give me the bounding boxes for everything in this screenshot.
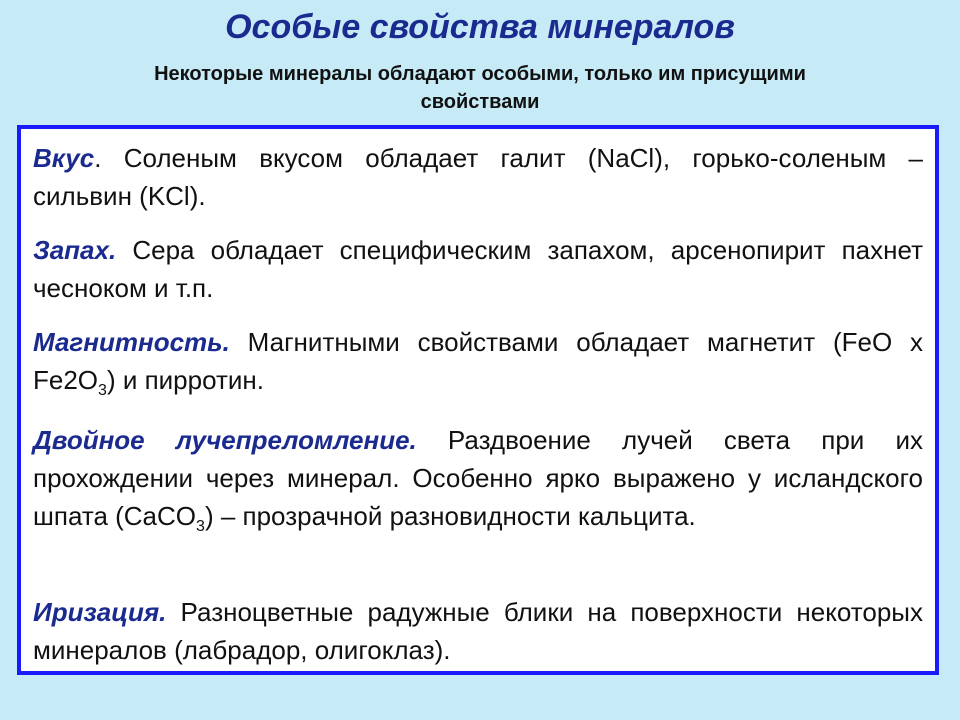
- properties-box: [17, 125, 939, 675]
- property-term: Магнитность.: [33, 327, 230, 357]
- property-description-end: ) – прозрачной разновидности кальцита.: [204, 501, 696, 531]
- slide-title: Особые свойства минералов: [225, 8, 735, 46]
- property-description: Сера обладает специфическим запахом, арсенопирит пахнет чесноком и т.п.: [33, 235, 923, 303]
- property-description: Разноцветные радужные блики на поверхности некоторых минералов (лабрадор, олигоклаз).: [33, 597, 923, 665]
- property-iridescence: [33, 593, 923, 669]
- property-description-end: ) и пирротин.: [106, 365, 264, 395]
- property-term: Двойное лучепреломление.: [33, 425, 417, 455]
- property-magnetism: [33, 323, 923, 399]
- property-term: Запах.: [33, 235, 117, 265]
- slide-subtitle: Некоторые минералы обладают особыми, только им присущими свойствами: [154, 63, 806, 113]
- subscript: 3: [98, 382, 107, 399]
- property-term: Иризация.: [33, 597, 167, 627]
- property-description: Магнитными свойствами обладает магнетит (FeO x Fe2O: [33, 327, 923, 395]
- property-description: . Соленым вкусом обладает галит (NaCl), горько-соленым – сильвин (KCl).: [33, 143, 923, 211]
- property-description: Раздвоение лучей света при их прохождении через минерал. Особенно ярко выражено у исландского шпата (CaCO: [33, 425, 923, 531]
- subscript: 3: [196, 518, 205, 535]
- property-smell: [33, 231, 923, 307]
- property-birefringence: [33, 421, 923, 535]
- property-taste: [33, 139, 923, 215]
- property-term: Вкус: [33, 143, 95, 173]
